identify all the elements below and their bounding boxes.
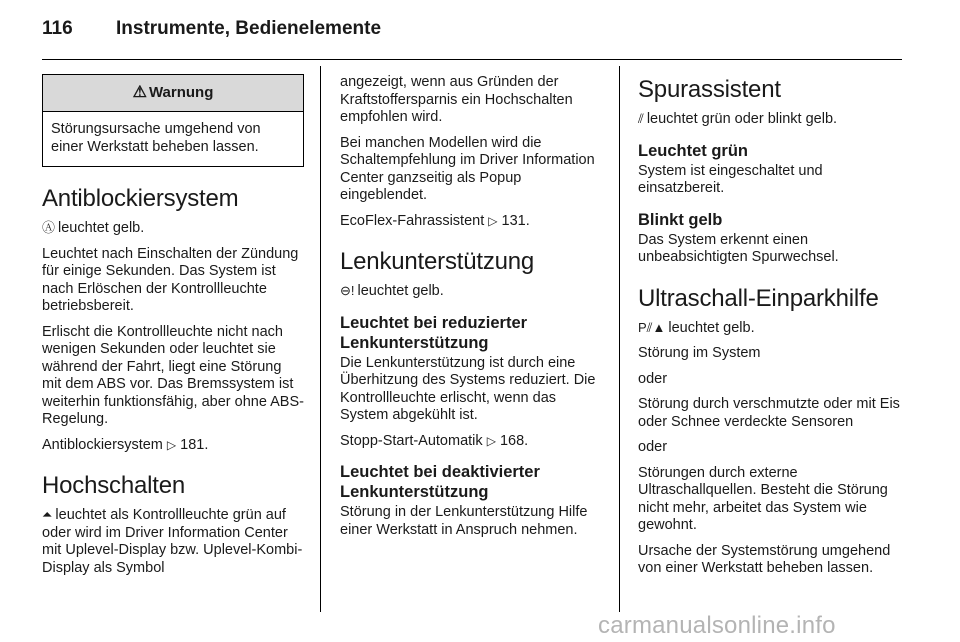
abs-paragraph-1: Leuchtet nach Einschalten der Zündung für einige Sekunden. Das System ist nach Erlöschen der Kontrollleuchte betriebsbereit. — [42, 245, 299, 314]
column-divider-2 — [619, 66, 620, 612]
steering-warning-icon: ⊖! — [340, 283, 355, 298]
warning-text: Störungsursache umgehend von einer Werkstatt beheben lassen. — [51, 121, 261, 155]
abs-ref-page: 181. — [180, 436, 209, 453]
upshift-heading: Hochschalten — [42, 472, 186, 499]
ecoflex-ref-page: 131. — [501, 212, 530, 229]
steering-status-text: leuchtet gelb. — [357, 283, 444, 299]
park-text-4: oder — [638, 439, 668, 455]
upshift-continued: angezeigt, wenn aus Gründen der Kraftstoffersparnis ein Hochschalten empfohlen wird. — [340, 74, 573, 125]
ecoflex-ref-text: EcoFlex-Fahrassistent — [340, 212, 485, 229]
stopstart-reference — [340, 433, 602, 451]
upshift-text: leuchtet als Kontrollleuchte grün auf oder wird im Driver Information Center mit Uplevel-Display bzw. Uplevel-Kombi-Display als Symbol — [42, 507, 303, 576]
abs-status-text: leuchtet gelb. — [58, 220, 145, 236]
shift-recommendation-text: Bei manchen Modellen wird die Schaltempfehlung im Driver Information Center ganzseitig als Popup eingeblendet. — [340, 134, 595, 203]
lane-status-text: leuchtet grün oder blinkt gelb. — [646, 111, 838, 127]
lane-heading: Spurassistent — [638, 76, 781, 103]
column-3 — [638, 74, 902, 586]
ref-arrow-icon: ▷ — [488, 213, 498, 228]
abs-paragraph-2: Erlischt die Kontrollleuchte nicht nach wenigen Sekunden oder leuchtet sie während der Fahrt, liegt eine Störung mit dem ABS vor. Das Bremssystem ist weiterhin funktionsfähig, aber ohne ABS-Regelung. — [42, 323, 304, 427]
ecoflex-reference — [340, 213, 602, 231]
abs-warning-icon: Ⓐ — [42, 220, 56, 235]
park-text-3: Störung durch verschmutzte oder mit Eis oder Schnee verdeckte Sensoren — [638, 396, 900, 430]
steering-heading: Lenkunterstützung — [340, 248, 535, 275]
park-text-5: Störungen durch externe Ultraschallquellen. Besteht die Störung nicht mehr, arbeitet das System wie gewohnt. — [638, 464, 888, 533]
page-title: Instrumente, Bedienelemente — [116, 18, 382, 39]
page-header — [42, 18, 381, 48]
steering-status — [340, 282, 602, 301]
warning-triangle-icon: ⚠ — [132, 84, 147, 102]
abs-ref-text: Antiblockiersystem — [42, 436, 163, 453]
column-1 — [42, 74, 304, 585]
ref-arrow-icon: ▷ — [486, 433, 496, 448]
park-assist-icon: P⫽▲ — [638, 319, 666, 335]
stopstart-ref-page: 168. — [499, 432, 529, 449]
lane-subheading-green: Leuchtet grün — [638, 141, 748, 160]
park-heading: Ultraschall-Einparkhilfe — [638, 284, 879, 312]
steering-reduced-text: Die Lenkunterstützung ist durch eine Überhitzung des Systems reduziert. Die Kontrollleuchte erlischt, wenn das System abgekühlt ist. — [340, 354, 596, 423]
upshift-icon: ⏶ — [42, 507, 53, 522]
park-text-2: oder — [638, 370, 668, 387]
lane-status — [638, 110, 902, 129]
lane-blink-text: Das System erkennt einen unbeabsichtigten Spurwechsel. — [638, 231, 839, 265]
steering-subheading-reduced: Leuchtet bei reduzierter Lenkunterstützung — [340, 313, 528, 352]
warning-box — [42, 74, 304, 167]
steering-deactivated-text: Störung in der Lenkunterstützung Hilfe einer Werkstatt in Anspruch nehmen. — [340, 504, 588, 538]
warning-header — [43, 75, 303, 112]
lane-subheading-blink: Blinkt gelb — [638, 210, 723, 229]
abs-heading: Antiblockiersystem — [42, 185, 239, 212]
park-status-text: leuchtet gelb. — [668, 319, 755, 336]
park-text-1: Störung im System — [638, 345, 761, 361]
header-rule — [42, 59, 902, 60]
column-2 — [340, 74, 602, 547]
steering-subheading-deactivated: Leuchtet bei deaktivierter Lenkunterstützung — [340, 463, 540, 501]
column-divider-1 — [320, 66, 321, 612]
abs-reference — [42, 437, 304, 455]
stopstart-ref-text: Stopp-Start-Automatik — [340, 432, 483, 449]
lane-assist-icon: ⫽ — [638, 111, 644, 126]
warning-title: Warnung — [148, 84, 214, 102]
abs-status — [42, 219, 304, 238]
upshift-text-block — [42, 506, 304, 577]
watermark: carmanualsonline.info — [598, 612, 836, 639]
park-status — [638, 319, 902, 338]
park-text-6: Ursache der Systemstörung umgehend von einer Werkstatt beheben lassen. — [638, 542, 891, 576]
ref-arrow-icon: ▷ — [166, 437, 177, 452]
page-number: 116 — [42, 18, 73, 39]
lane-green-text: System ist eingeschaltet und einsatzbereit. — [638, 162, 823, 196]
